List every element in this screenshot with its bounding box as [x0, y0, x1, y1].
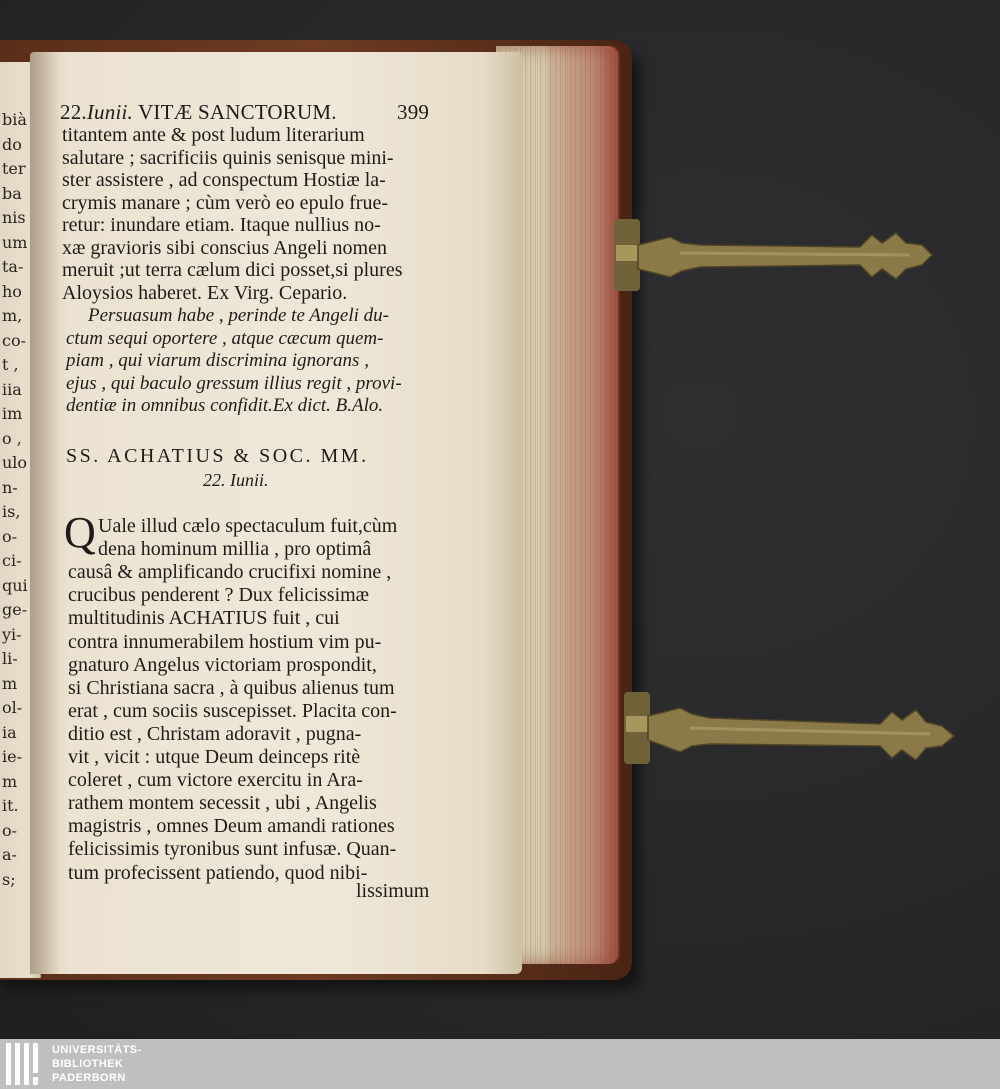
text-line: Persuasum habe , perinde te Angeli du-	[88, 305, 389, 326]
text-line: crymis manare ; cùm verò eo epulo frue-	[62, 191, 388, 214]
margin-fragment: ho	[2, 281, 22, 301]
margin-fragment: ter	[2, 159, 26, 178]
text-line: contra innumerabilem hostium vim pu-	[68, 630, 382, 653]
header-date: 22.	[60, 100, 87, 124]
text-line: rathem montem secessit , ubi , Angelis	[68, 792, 377, 815]
text-line: Uale illud cælo spectaculum fuit,cùm	[98, 515, 398, 537]
text-line: retur: inundare etiam. Itaque nullius no-	[62, 214, 381, 236]
text-line: piam , qui viarum discrimina ignorans ,	[66, 350, 369, 371]
gutter-shadow	[30, 52, 60, 974]
margin-fragment: a-	[2, 845, 17, 864]
margin-fragment: it.	[2, 796, 19, 815]
margin-fragment: o-	[2, 526, 18, 546]
text-line: Aloysios haberet. Ex Virg. Cepario.	[62, 281, 348, 304]
margin-fragment: ulo	[2, 453, 28, 472]
margin-fragment: t ,	[2, 355, 19, 374]
text-line: magistris , omnes Deum amandi rationes	[68, 815, 395, 838]
text-line: ster assistere , ad conspectum Hostiæ la-	[62, 169, 386, 191]
margin-fragment: ci-	[2, 551, 22, 570]
page-number: 399	[397, 100, 430, 124]
margin-fragment: m	[2, 673, 18, 693]
margin-fragment: li-	[2, 649, 18, 668]
text-line: tum profecissent patiendo, quod nibi-	[68, 861, 368, 884]
header-month: Iunii.	[86, 100, 133, 124]
margin-fragment: is,	[2, 502, 21, 521]
margin-fragment: ol-	[2, 698, 23, 717]
text-line: dena hominum millia , pro optimâ	[98, 538, 372, 561]
library-logo-icon	[6, 1043, 46, 1085]
text-line: meruit ;ut terra cælum dici posset,si plures	[62, 259, 403, 281]
lower-clasp-icon	[620, 688, 960, 778]
footer-bar	[0, 1039, 1000, 1089]
text-line: ctum sequi oportere , atque cæcum quem-	[66, 327, 384, 349]
margin-fragment: m,	[2, 306, 23, 325]
logo-line-3: PADERBORN	[52, 1072, 126, 1084]
running-header	[60, 100, 430, 125]
margin-fragment: ge-	[2, 600, 28, 619]
margin-fragment: iia	[2, 379, 22, 399]
margin-fragment: do	[2, 134, 22, 154]
text-line: crucibus penderent ? Dux felicissimæ	[68, 584, 370, 607]
text-line: xæ gravioris sibi conscius Angeli nomen	[62, 236, 387, 259]
text-line: salutare ; sacrificiis quinis senisque mini-	[62, 146, 394, 169]
text-line: multitudinis ACHATIUS fuit , cui	[68, 607, 340, 630]
logo-line-1: UNIVERSITÄTS-	[52, 1044, 142, 1056]
logo-line-2: BIBLIOTHEK	[52, 1058, 124, 1070]
margin-fragment: o ,	[2, 428, 22, 448]
margin-fragment: bià	[2, 110, 27, 129]
text-line: si Christiana sacra , à quibus alienus tum	[68, 676, 395, 699]
drop-cap: Q	[64, 508, 96, 557]
text-line: felicissimis tyronibus sunt infusæ. Quan-	[68, 838, 397, 861]
margin-fragment: n-	[2, 477, 18, 497]
text-line: ejus , qui baculo gressum illius regit , provi-	[66, 372, 402, 394]
text-line: erat , cum sociis suscepisset. Placita con-	[68, 699, 397, 722]
margin-fragment: s;	[2, 869, 16, 889]
margin-fragment: ia	[2, 722, 17, 742]
text-line: vit , vicit : utque Deum deinceps ritè	[68, 746, 361, 768]
margin-fragment: nis	[2, 208, 26, 227]
text-line: dentiæ in omnibus confidit.Ex dict. B.Alo.	[66, 395, 384, 416]
margin-fragment: o-	[2, 820, 18, 840]
text-line: gnaturo Angelus victoriam prospondit,	[68, 653, 377, 676]
section-title: SS. ACHATIUS & SOC. MM.	[66, 445, 369, 467]
red-edge-stain	[548, 46, 620, 964]
margin-fragment: yi-	[2, 624, 22, 644]
catchword: lissimum	[356, 880, 430, 902]
margin-fragment: ba	[2, 183, 22, 203]
header-title: VITÆ SANCTORUM.	[138, 100, 337, 124]
margin-fragment: qui	[2, 575, 28, 595]
margin-fragment: m	[2, 771, 18, 791]
text-line: coleret , cum victore exercitu in Ara-	[68, 769, 363, 792]
margin-fragment: ta-	[2, 257, 24, 276]
margin-fragment: um	[2, 232, 28, 252]
text-line: ditio est , Christam adoravit , pugna-	[68, 722, 362, 745]
margin-fragment: co-	[2, 330, 26, 350]
text-line: causâ & amplificando crucifixi nomine ,	[68, 561, 392, 584]
margin-fragment: ie-	[2, 747, 22, 766]
section-date: 22. Iunii.	[203, 470, 269, 490]
upper-clasp-icon	[610, 215, 940, 300]
library-logo-text	[52, 1043, 142, 1085]
text-line: titantem ante & post ludum literarium	[62, 124, 365, 146]
margin-fragment: im	[2, 404, 23, 423]
